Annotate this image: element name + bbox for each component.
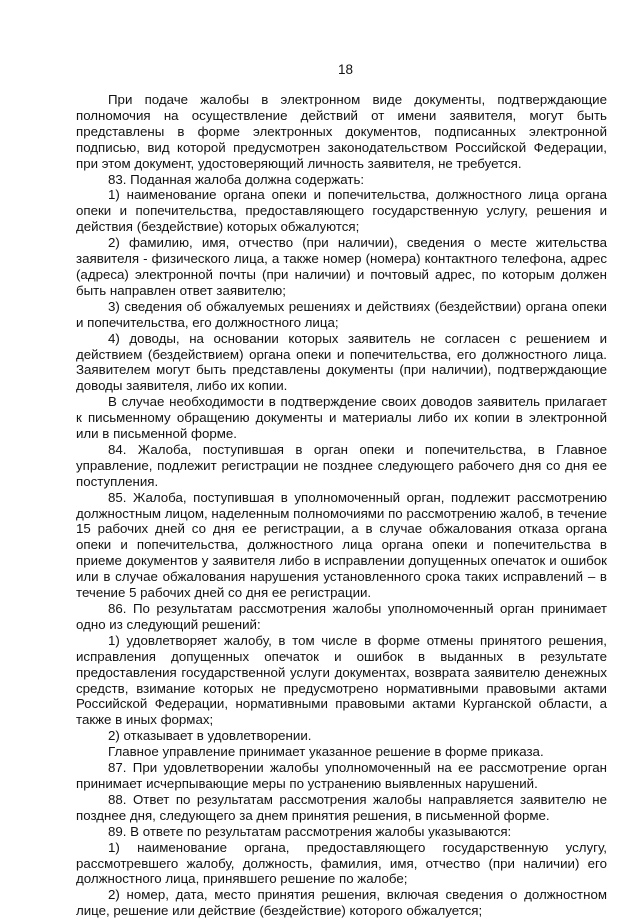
paragraph-88: 88. Ответ по результатам рассмотрения жалобы направляется заявителю не позднее дня, следующего за днем принятия решения, в письменной форме. <box>76 791 607 823</box>
document-body <box>76 92 607 919</box>
paragraph-89-heading: 89. В ответе по результатам рассмотрения жалобы указываются: <box>108 823 512 839</box>
paragraph-83-item-4: 4) доводы, на основании которых заявитель не согласен с решением и действием (бездействием) органа опеки и попечительства, его должностного лица. Заявителем могут быть представлены документы (при наличии), подтверждающие доводы заявителя, либо их копии. <box>76 330 607 394</box>
paragraph-89-item-1: 1) наименование органа, предоставляющего государственную услугу, рассмотревшего жалобу, должность, фамилия, имя, отчество (при наличии) его должностного лица, принявшего решение по жалобе; <box>76 839 607 887</box>
paragraph-85: 85. Жалоба, поступившая в уполномоченный орган, подлежит рассмотрению должностным лицом, наделенным полномочиями по рассмотрению жалоб, в течение 15 рабочих дней со дня ее регистрации, а в случае обжалования отказа органа опеки и попечительства, должностного лица органа опеки и попечительства в приеме документов у заявителя либо в исправлении допущенных опечаток и ошибок или в случае обжалования нарушения установленного срока таких исправлений – в течение 5 рабочих дней со дня ее регистрации. <box>76 489 607 601</box>
paragraph-83-item-2: 2) фамилию, имя, отчество (при наличии), сведения о месте жительства заявителя - физического лица, а также номер (номера) контактного телефона, адрес (адреса) электронной почты (при наличии) и почтовый адрес, по которым должен быть направлен ответ заявителю; <box>76 235 607 298</box>
paragraph-supporting-documents: В случае необходимости в подтверждение своих доводов заявитель прилагает к письменному обращению документы и материалы либо их копии в электронной или в письменной форме. <box>76 394 607 442</box>
paragraph-84: 84. Жалоба, поступившая в орган опеки и попечительства, в Главное управление, подлежит регистрации не позднее следующего рабочего дня со дня ее поступления. <box>76 441 607 489</box>
paragraph-87: 87. При удовлетворении жалобы уполномоченный на ее рассмотрение орган принимает исчерпывающие меры по устранению выявленных нарушений. <box>76 760 607 791</box>
paragraph-83-heading: 83. Поданная жалоба должна содержать: <box>108 171 365 187</box>
paragraph-86-item-2: 2) отказывает в удовлетворении. <box>108 728 312 744</box>
page-number: 18 <box>337 62 354 77</box>
paragraph-main-directorate-order: Главное управление принимает указанное решение в форме приказа. <box>108 744 544 760</box>
paragraph-86-item-1: 1) удовлетворяет жалобу, в том числе в форме отмены принятого решения, исправления допущенных опечаток и ошибок в выданных в результате предоставления государственной услуги документах, возврата заявителю денежных средств, взимание которых не предусмотрено нормативными правовыми актами Российской Федерации, нормативными правовыми актами Курганской области, а также в иных формах; <box>76 632 607 728</box>
paragraph-83-item-1: 1) наименование органа опеки и попечительства, должностного лица органа опеки и попечительства, предоставляющего государственную услугу, решения и действия (бездействие) которых обжалуются; <box>76 187 607 235</box>
paragraph-86-heading: 86. По результатам рассмотрения жалобы уполномоченный орган принимает одно из следующий решений: <box>76 601 607 632</box>
paragraph-89-item-2: 2) номер, дата, место принятия решения, включая сведения о должностном лице, решение или действие (бездействие) которого обжалуется; <box>76 887 607 919</box>
paragraph-83-item-3: 3) сведения об обжалуемых решениях и действиях (бездействии) органа опеки и попечительства, его должностного лица; <box>76 298 607 330</box>
paragraph-intro-electronic-submission: При подаче жалобы в электронном виде документы, подтверждающие полномочия на осуществление действий от имени заявителя, могут быть представлены в форме электронных документов, подписанных электронной подписью, вид которой предусмотрен законодательством Российской Федерации, при этом документ, удостоверяющий личность заявителя, не требуется. <box>76 92 607 171</box>
